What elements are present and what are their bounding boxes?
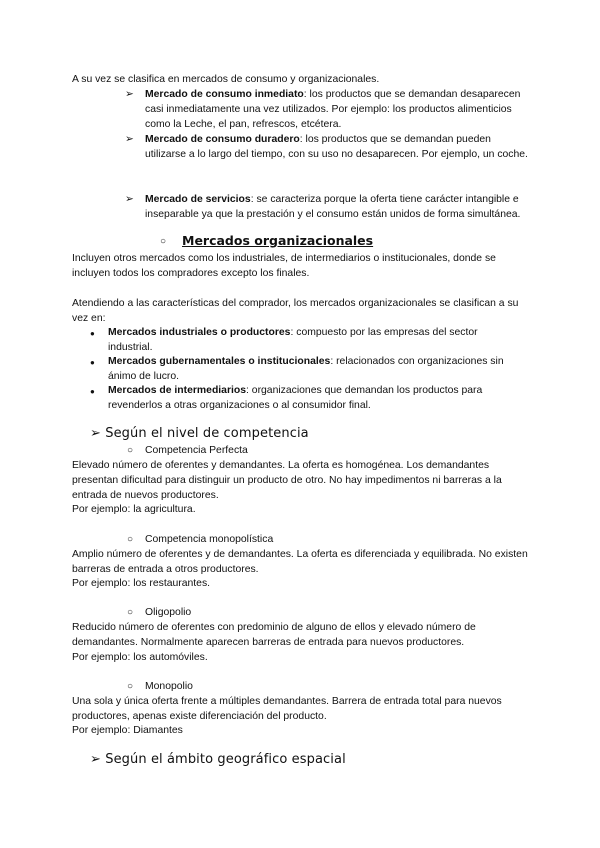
subheading-oligopolio: Oligopolio: [145, 607, 192, 618]
bullet-icon: ●: [90, 358, 95, 367]
consumo-item-duradero: Mercado de consumo duradero: los productos que se demandan pueden utilizarse a lo largo del tiempo, con su uso no desaparecen. Por ejemplo, un coche.: [145, 134, 528, 160]
bullet-icon: ●: [90, 387, 95, 396]
arrow-icon: ➢: [90, 752, 101, 767]
org-item-gubernamentales: Mercados gubernamentales o institucionales: relacionados con organizaciones sin ánimo de lucro.: [108, 356, 504, 382]
org-item-intermediarios: Mercados de intermediarios: organizaciones que demandan los productos para revenderlos a otras organizaciones o al consumidor final.: [108, 385, 483, 411]
oligopolio-example: Por ejemplo: los automóviles.: [72, 652, 208, 663]
competencia-monopolistica-example: Por ejemplo: los restaurantes.: [72, 578, 211, 589]
section-heading-competencia: ➢ Según el nivel de competencia: [90, 426, 309, 441]
org-item-industriales: Mercados industriales o productores: compuesto por las empresas del sector industrial.: [108, 327, 478, 353]
subheading-competencia-monopolistica: Competencia monopolística: [145, 534, 274, 545]
competencia-perfecta-text: Elevado número de oferentes y demandantes. La oferta es homogénea. Los demandantes presentan dificultad para distinguir un producto de otro. No hay impedimentos ni barreras a la entrada de nuevos productores.: [72, 460, 502, 501]
competencia-perfecta-example: Por ejemplo: la agricultura.: [72, 504, 196, 515]
org-paragraph: Incluyen otros mercados como los industriales, de intermediarios o institucionales, donde se incluyen todos los compradores excepto los finales.: [72, 253, 496, 279]
org-paragraph-2: Atendiendo a las características del comprador, los mercados organizacionales se clasifican a su vez en:: [72, 298, 519, 324]
arrow-icon: ➢: [125, 134, 134, 145]
oligopolio-text: Reducido número de oferentes con predominio de alguno de ellos y elevado número de demandantes. Normalmente aparecen barreras de entrada para nuevos productores.: [72, 622, 476, 648]
intro-text: A su vez se clasifica en mercados de consumo y organizacionales.: [72, 74, 380, 85]
arrow-icon: ➢: [90, 426, 101, 441]
monopolio-example: Por ejemplo: Diamantes: [72, 725, 183, 736]
circle-bullet-icon: ○: [127, 445, 134, 456]
circle-bullet-icon: ○: [160, 236, 167, 247]
section-heading-organizacionales: Mercados organizacionales: [182, 233, 374, 248]
bullet-icon: ●: [90, 329, 95, 338]
circle-bullet-icon: ○: [127, 681, 134, 692]
section-heading-geografico: ➢ Según el ámbito geográfico espacial: [90, 752, 346, 767]
arrow-icon: ➢: [125, 194, 134, 205]
arrow-icon: ➢: [125, 89, 134, 100]
circle-bullet-icon: ○: [127, 607, 134, 618]
consumo-item-inmediato: Mercado de consumo inmediato: los productos que se demandan desaparecen casi inmediatamente una vez utilizados. Por ejemplo: los productos alimenticios como la Leche, el pan, refrescos, etcétera.: [145, 89, 521, 130]
consumo-item-servicios: Mercado de servicios: se caracteriza porque la oferta tiene carácter intangible e inseparable ya que la prestación y el consumo están unidos de forma simultánea.: [145, 194, 521, 220]
circle-bullet-icon: ○: [127, 534, 134, 545]
monopolio-text: Una sola y única oferta frente a múltiples demandantes. Barrera de entrada total para nuevos productores, apenas existe diferenciación del producto.: [72, 696, 502, 722]
subheading-monopolio: Monopolio: [145, 681, 193, 692]
competencia-monopolistica-text: Amplio número de oferentes y de demandantes. La oferta es diferenciada y equilibrada. No existen barreras de entrada a otros productores.: [72, 549, 528, 575]
subheading-competencia-perfecta: Competencia Perfecta: [145, 445, 248, 456]
